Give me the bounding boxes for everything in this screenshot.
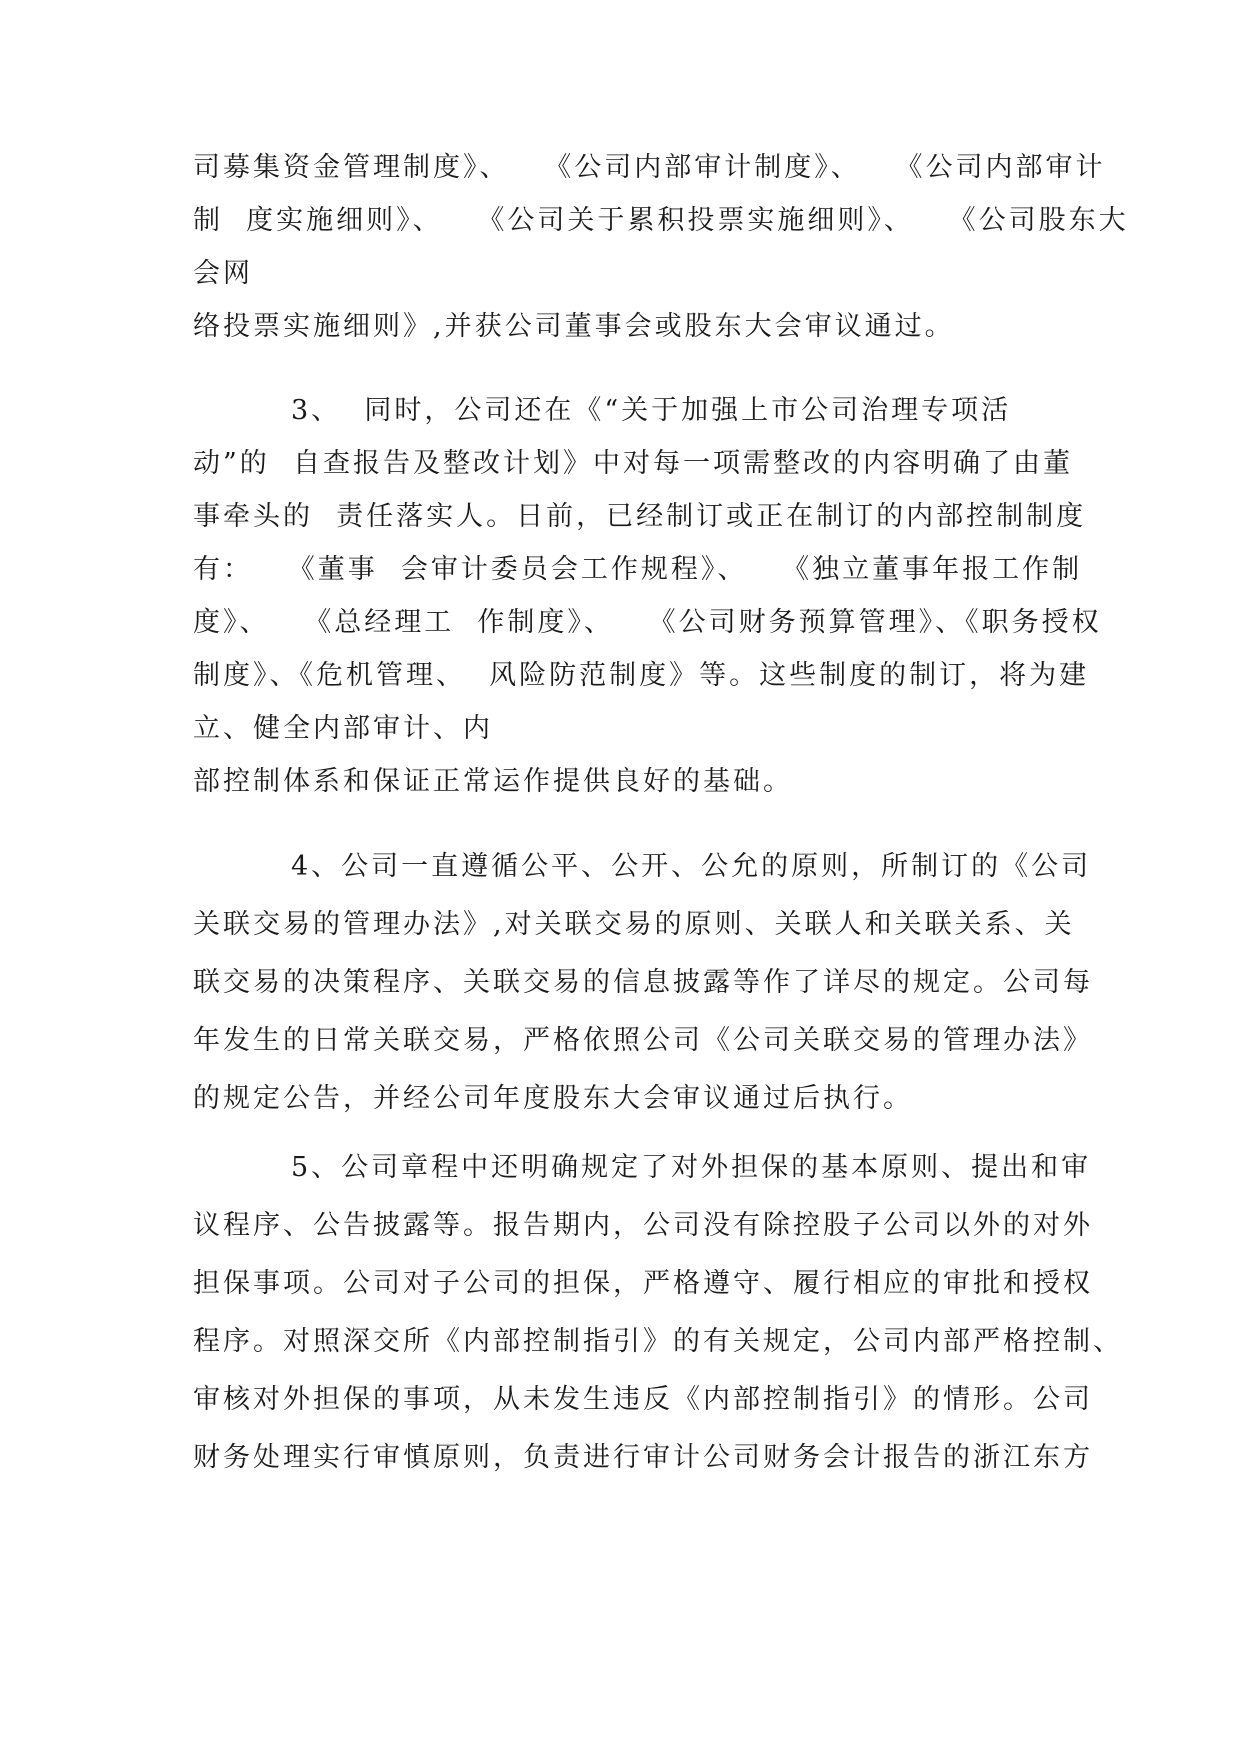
text-line: 5、公司章程中还明确规定了对外担保的基本原则、提出和审 [291,1152,1092,1183]
text-line: 关联交易的管理办法》,对关联交易的原则、关联人和关联关系、关 [193,909,1075,940]
text-line: 的规定公告，并经公司年度股东大会审议通过后执行。 [193,1083,913,1114]
text-line: 司募集资金管理制度》、 《公司内部审计制度》、 《公司内部审计 [193,152,1106,183]
text-line: 制度》、《危机管理、 风险防范制度》等。这些制度的制订，将为建 [193,660,1090,691]
text-line: 3、 同时，公司还在《“关于加强上市公司治理专项活 [291,395,1012,426]
text-line: 财务处理实行审慎原则，负责进行审计公司财务会计报告的浙江东方 [193,1442,1093,1473]
text-line: 事牵头的 责任落实人。日前，已经制订或正在制订的内部控制制度 [193,501,1087,532]
text-line: 动”的 自查报告及整改计划》中对每一项需整改的内容明确了由董 [193,448,1073,479]
text-line: 制 度实施细则》、 《公司关于累积投票实施细则》、 《公司股东大 [193,205,1129,236]
text-line: 年发生的日常关联交易，严格依照公司《公司关联交易的管理办法》 [193,1025,1093,1056]
text-line: 联交易的决策程序、关联交易的信息披露等作了详尽的规定。公司每 [193,967,1093,998]
text-line: 有： 《董事 会审计委员会工作规程》、 《独立董事年报工作制 [193,554,1083,585]
text-line: 担保事项。公司对子公司的担保，严格遵守、履行相应的审批和授权 [193,1268,1093,1299]
text-line: 审核对外担保的事项，从未发生违反《内部控制指引》的情形。公司 [193,1384,1093,1415]
text-line: 度》、 《总经理工 作制度》、 《公司财务预算管理》、《职务授权 [193,607,1102,638]
text-line: 立、健全内部审计、内 [193,713,493,744]
text-line: 程序。对照深交所《内部控制指引》的有关规定，公司内部严格控制、 [193,1326,1123,1357]
text-line: 议程序、公告披露等。报告期内，公司没有除控股子公司以外的对外 [193,1210,1093,1241]
text-line: 络投票实施细则》,并获公司董事会或股东大会审议通过。 [193,311,955,342]
text-line: 会网 [193,258,253,289]
text-line: 4、公司一直遵循公平、公开、公允的原则，所制订的《公司 [291,851,1092,882]
text-line: 部控制体系和保证正常运作提供良好的基础。 [193,766,793,797]
